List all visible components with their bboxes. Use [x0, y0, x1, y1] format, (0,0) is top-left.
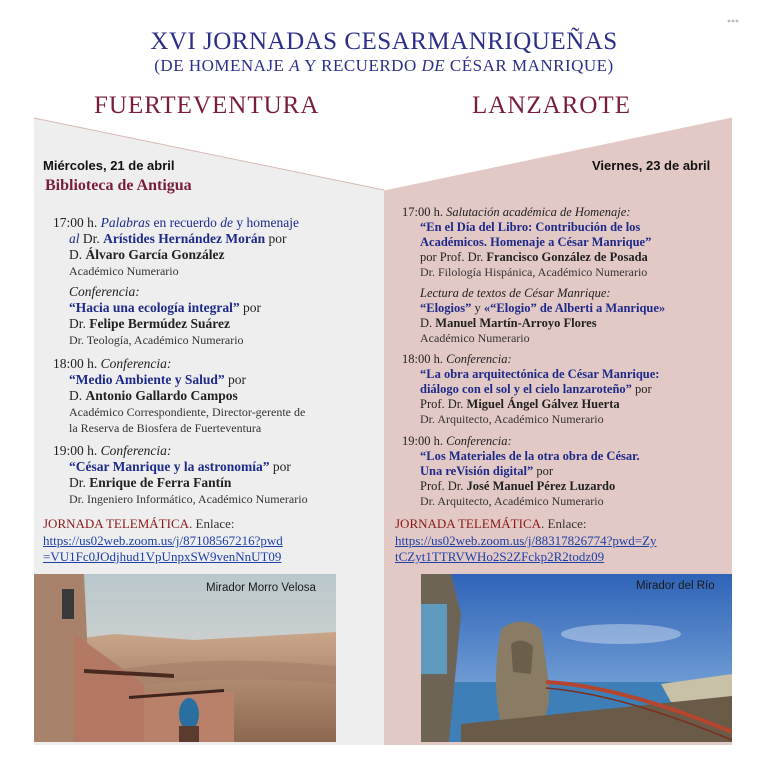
- right-event-4: 19:00 h. Conferencia: “Los Materiales de la otra obra de César. Una reVisión digital” por Prof. Dr. José Manuel Pérez Luzardo Dr. Arquitecto, Académico Numerario: [402, 434, 640, 508]
- right-date: Viernes, 23 de abril: [592, 158, 711, 173]
- right-zoom-link[interactable]: https://us02web.zoom.us/j/88317826774?pwd=Zy tCZyt1TTRVWHo2S2ZFckp2R2todz09: [395, 533, 657, 564]
- photo-caption-right: Mirador del Río: [636, 580, 715, 592]
- right-event-3: 18:00 h. Conferencia: “La obra arquitectónica de César Manrique: diálogo con el sol y el cielo lanzaroteño” por Prof. Dr. Miguel Ángel Gálvez Huerta Dr. Arquitecto, Académico Numerario: [402, 352, 660, 426]
- event-subtitle: (DE HOMENAJE A Y RECUERDO DE CÉSAR MANRIQUE): [154, 56, 614, 75]
- left-event-3: 18:00 h. Conferencia: “Medio Ambiente y Salud” por D. Antonio Gallardo Campos Académico Correspondiente, Director-gerente de la Reserva de Biosfera de Fuerteventura: [53, 356, 306, 435]
- left-zoom-link[interactable]: https://us02web.zoom.us/j/87108567216?pwd =VU1Fc0JOdjhud1VpUnpxSW9venNnUT09: [43, 533, 283, 564]
- photo-mirador-morro-velosa: [34, 574, 336, 742]
- left-date: Miércoles, 21 de abril: [43, 158, 175, 173]
- left-venue: Biblioteca de Antigua: [45, 177, 192, 194]
- region-lanzarote: LANZAROTE: [472, 92, 631, 119]
- settings-dots-icon: [726, 14, 740, 28]
- right-event-1: 17:00 h. Salutación académica de Homenaje: “En el Día del Libro: Contribución de los Académicos. Homenaje a César Manrique” por Prof. Dr. Francisco González de Posada Dr. Filología Hispánica, Académico Numerario: [402, 205, 652, 279]
- event-title: XVI JORNADAS CESARMANRIQUEÑAS: [150, 28, 618, 55]
- right-event-2: Lectura de textos de César Manrique: “Elogios” y «“Elogio” de Alberti a Manrique» D. Manuel Martín-Arroyo Flores Académico Numerario: [420, 286, 666, 345]
- left-event-1: 17:00 h. Palabras en recuerdo de y homenaje al Dr. Arístides Hernández Morán por D. Álvaro García González Académico Numerario: [53, 215, 299, 278]
- photo-caption-left: Mirador Morro Velosa: [206, 582, 316, 594]
- photo-mirador-del-rio: [421, 574, 732, 742]
- left-telematic-label: JORNADA TELEMÁTICA. Enlace:: [43, 516, 235, 531]
- right-telematic-label: JORNADA TELEMÁTICA. Enlace:: [395, 516, 587, 531]
- left-event-4: 19:00 h. Conferencia: “César Manrique y la astronomía” por Dr. Enrique de Ferra Fantín Dr. Ingeniero Informático, Académico Numerario: [53, 443, 308, 506]
- region-fuerteventura: FUERTEVENTURA: [94, 92, 320, 119]
- left-event-2: Conferencia: “Hacia una ecología integral” por Dr. Felipe Bermúdez Suárez Dr. Teología, Académico Numerario: [69, 284, 261, 347]
